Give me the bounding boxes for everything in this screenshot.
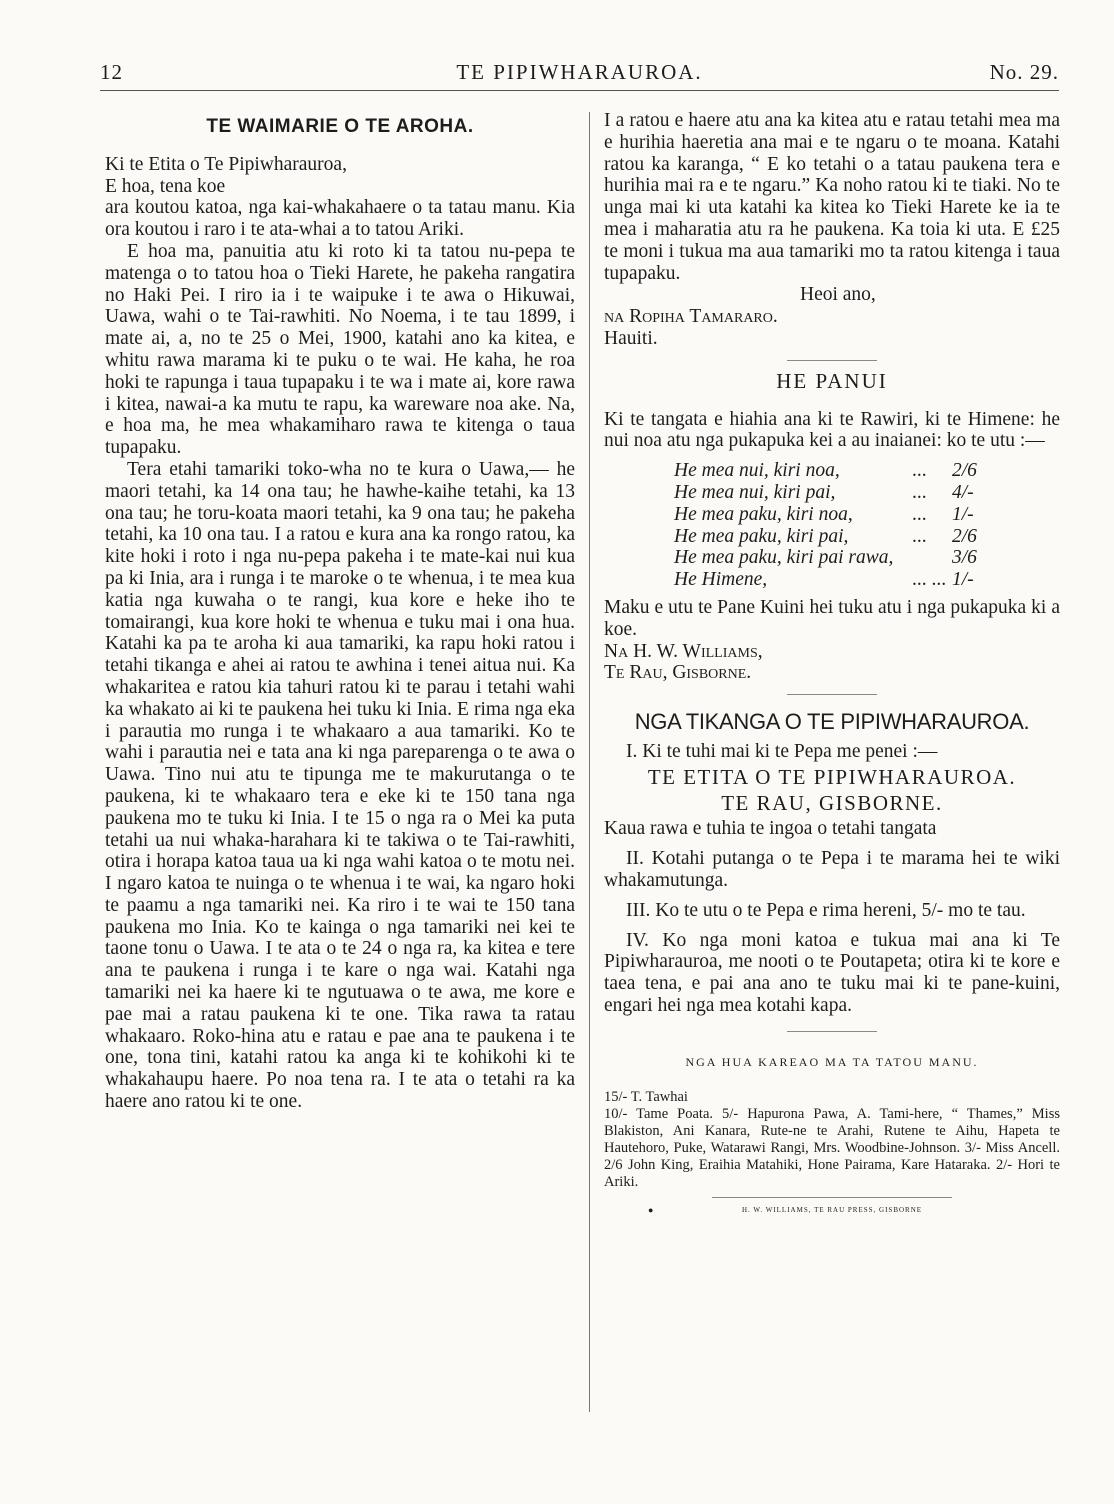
right-column	[604, 110, 1060, 1222]
notice-title: HE PANUI	[776, 368, 888, 393]
rule-1: I. Ki te tuhi mai ki te Pepa me penei :—	[626, 740, 938, 762]
article-continuation: I a ratou e haere atu ana ka kitea atu e ratau tetahi mea ma e hurihia haeretia ana mai e te ngaru o te moana. Katahi ratou ka karanga, “ E ko tetahi o a tatau paukena tera e hurihia mai ra e te ngaru.” Ka noho ratou ki te tiaki. No te unga mai ki uta katahi ka kitea ko Tieki Harete ke ia te mea i maharatia atu ra he paukena. Ka toia ki uta. E £25 te moni i tukua ma aua tamariki mo ta ratou kitenga i taua tupapaku.	[604, 110, 1060, 284]
rule-1-note: Kaua rawa e tuhia te ingoa o tetahi tangata	[604, 818, 937, 840]
rule-4: IV. Ko nga moni katoa e tukua mai ana ki Te Pipiwharauroa, me nooti o te Poutapeta; otira ki te kore e taea tena, e pai ana ano te tuku mai ki te pane-kuini, engari hei nga mea kotahi kapa.	[604, 929, 1060, 1016]
page-header	[100, 60, 1059, 96]
divider	[787, 694, 877, 695]
price-row: He Himene, ... ... 1/-	[674, 569, 974, 591]
notice-outro: Maku e utu te Pane Kuini hei tuku atu i nga pukapuka ki a koe.	[604, 596, 1060, 640]
article-paragraph: Tera etahi tamariki toko-wha no te kura o Uawa,— he maori tetahi, ka 14 ona tau; he hawhe-kaihe tetahi, ka 13 ona tau; he toru-koata maori tetahi, ka 9 ona tau; he pakeha tetahi, ka 10 ona tau. I a ratou e kura ana ka rongo ratou, ka kite hoki i roto i nga nu-pepa pakeha i te mate-kai nui kua pa ki Inia, ara i runga i te maroke o te whenua, i te mea kua katia nga kuwaha o te rangi, kua kore e heke iho te tomairangi, kua kore hoki te whenua e tuku mai i ona hua. Katahi ka pa te aroha ki aua tamariki, ka rapu hoki ratou i tetahi tikanga e ahei ai ratou te awhina i tenei aitua nui. Ka whakaritea e ratou kia tahuri ratou ki te parau i tetahi wahi ka whakato ai ki te paukena hei tuku ki Inia. E rima nga eka i parautia mo runga i te whakaaro a aua tamariki. Ko te wahi i parautia nei e tata ana ki nga pareparenga o te awa o Uawa. Tino nui atu te tipunga me te makurutanga o te paukena, ki te whakaaro tera e eke ki te 150 tana nga paukena mo te tuku ki Inia. I te 15 o nga ra o Mei ka puta tetahi ua nui whaka-harahara ki te takiwa o te Tai-rawhiti, otira i horapa katoa taua ua ki nga wahi katoa o te motu nei. I ngaro katoa te nuinga o te whenua i te wai, ka ngaro hoki te paamu a nga tamariki nei. Ka riro i te wai te 150 tana paukena mo Inia. Ko te kainga o nga tamariki nei kei te taone tonu o Uawa. I te ata o te 24 o nga ra, ka kitea e tere ana te paukena i runga i te kare o nga wai. Katahi nga tamariki nei ka haere ki te ngutuawa o te awa, me kore e pae mai a ratau paukena ki te one. Tika rawa ta ratau whakaaro. Roko-hina atu e ratau e pae ana te paukena i te one, tona tini, katahi ratou ka anga ki te kohikohi ki te whakahaupu haere. Po noa tena ra. I te ata o tetahi ra ka haere ano ratou ki te one.	[105, 458, 575, 1113]
footer-rule	[712, 1197, 952, 1198]
divider	[787, 360, 877, 361]
subscriptions-title: NGA HUA KAREAO MA TA TATOU MANU.	[685, 1054, 979, 1069]
column-divider	[589, 112, 590, 1412]
place: Hauiti.	[604, 327, 658, 349]
price-row: He mea nui, kiri noa, ... 2/6	[674, 460, 977, 482]
greeting-start: E hoa, tena koe	[105, 175, 226, 197]
masthead-title: TE PIPIWHARAUROA.	[456, 60, 703, 84]
address-line: TE ETITA O TE PIPIWHARAUROA.	[647, 764, 1017, 789]
printer-imprint	[604, 1200, 1060, 1222]
divider	[787, 1031, 877, 1032]
closing: Heoi ano,	[800, 284, 876, 306]
signature: na Ropiha Tamararo.	[604, 306, 778, 328]
price-row: He mea paku, kiri pai rawa, 3/6	[674, 547, 977, 569]
article-paragraph: ara koutou katoa, nga kai-whakahaere o ta tatau manu. Kia ora koutou i raro i te ata-whai a to tatou Ariki.	[105, 197, 575, 241]
header-rule	[100, 90, 1059, 91]
notice-address: Te Rau, Gisborne.	[604, 662, 752, 684]
subscriptions-line: 15/- T. Tawhai	[604, 1089, 688, 1106]
issue-number: No. 29.	[989, 60, 1059, 84]
rule-3: III. Ko te utu o te Pepa e rima hereni, 5/- mo te tau.	[626, 899, 1026, 921]
notice-signer: Na H. W. Williams,	[604, 640, 763, 662]
printer-text: H. W. WILLIAMS, TE RAU PRESS, GISBORNE	[741, 1206, 923, 1215]
left-column	[105, 110, 575, 1113]
notice-intro: Ki te tangata e hiahia ana ki te Rawiri, ki te Himene: he nui noa atu nga pukapuka kei a au inaianei: ko te utu :—	[604, 408, 1060, 452]
article-paragraph: E hoa ma, panuitia atu ki roto ki ta tatou nu-pepa te matenga o to tatou hoa o Tieki Harete, he pakeha rangatira no Haki Pei. I riro ia i te waipuke i te awa o Hikuwai, Uawa, wahi o te Tai-rawhiti. No Noema, i te tau 1899, i mate ai, a, no te 25 o Mei, 1900, katahi ano ka kitea, e whitu rawa marama ki te puku o te wai. He kaha, he roa hoki te rapunga i taua tupapaku i te wa i mate ai, kore rawa i kitea, nawai-a ka mutu te rapu, ka wareware noa ake. Na, e hoa ma, he mea whakamiharo rawa te kitenga o taua tupapaku.	[105, 240, 575, 459]
price-row: He mea paku, kiri noa, ... 1/-	[674, 503, 974, 525]
page-number: 12	[100, 60, 123, 84]
article-title: TE WAIMARIE O TE AROHA.	[206, 116, 474, 137]
price-row: He mea nui, kiri pai, ... 4/-	[674, 481, 974, 503]
subscriptions-line: 10/- Tame Poata. 5/- Hapurona Pawa, A. Tami-here, “ Thames,” Miss Blakiston, Ani Kanara, Rute-ne te Arahi, Rutene te Aihu, Hapeta te Hautehoro, Puke, Watarawi Rangi, Mrs. Woodbine-Johnson. 3/- Miss Ancell. 2/6 John King, Eraihia Matahiki, Hone Pairama, Kare Hataraka. 2/- Hori te Ariki.	[604, 1106, 1060, 1191]
price-row: He mea paku, kiri pai, ... 2/6	[674, 525, 977, 547]
price-list	[674, 460, 1060, 591]
rules-title: NGA TIKANGA O TE PIPIWHARAUROA.	[634, 709, 1030, 735]
rule-2: II. Kotahi putanga o te Pepa i te marama hei te wiki whakamutunga.	[604, 848, 1060, 891]
address-line: TE RAU, GISBORNE.	[721, 790, 943, 815]
bullet-mark: ●	[648, 1205, 655, 1216]
salutation: Ki te Etita o Te Pipiwharauroa,	[105, 153, 347, 175]
